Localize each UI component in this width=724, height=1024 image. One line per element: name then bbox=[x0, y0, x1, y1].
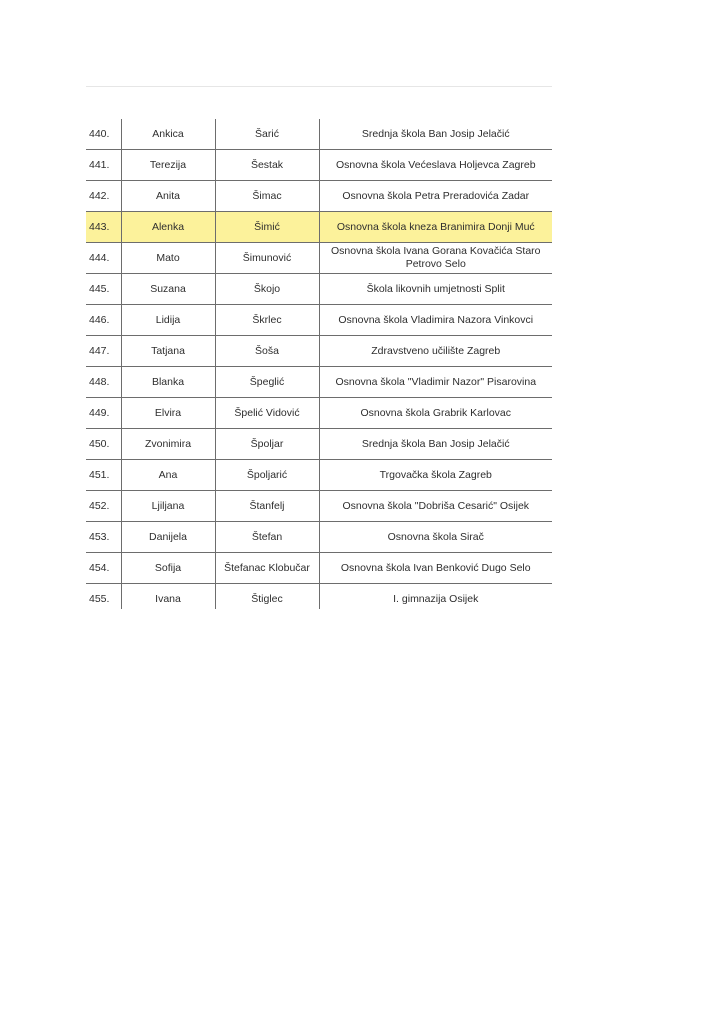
participants-table-container bbox=[86, 119, 552, 609]
last-name-cell: Špelić Vidović bbox=[215, 398, 319, 429]
school-cell: Osnovna škola Vladimira Nazora Vinkovci bbox=[319, 305, 552, 336]
first-name-cell: Blanka bbox=[121, 367, 215, 398]
table-row bbox=[86, 491, 552, 522]
school-cell: Trgovačka škola Zagreb bbox=[319, 460, 552, 491]
first-name-cell: Terezija bbox=[121, 150, 215, 181]
first-name-cell: Suzana bbox=[121, 274, 215, 305]
row-number-cell: 442. bbox=[86, 181, 121, 212]
first-name-cell: Ana bbox=[121, 460, 215, 491]
row-number-cell: 443. bbox=[86, 212, 121, 243]
first-name-cell: Danijela bbox=[121, 522, 215, 553]
first-name-cell: Elvira bbox=[121, 398, 215, 429]
row-number-cell: 441. bbox=[86, 150, 121, 181]
school-cell: Osnovna škola kneza Branimira Donji Muć bbox=[319, 212, 552, 243]
table-row bbox=[86, 150, 552, 181]
row-number-cell: 444. bbox=[86, 243, 121, 274]
last-name-cell: Špeglić bbox=[215, 367, 319, 398]
first-name-cell: Alenka bbox=[121, 212, 215, 243]
first-name-cell: Sofija bbox=[121, 553, 215, 584]
last-name-cell: Šestak bbox=[215, 150, 319, 181]
school-cell: I. gimnazija Osijek bbox=[319, 584, 552, 610]
table-row bbox=[86, 212, 552, 243]
school-cell: Srednja škola Ban Josip Jelačić bbox=[319, 429, 552, 460]
last-name-cell: Škrlec bbox=[215, 305, 319, 336]
last-name-cell: Štefan bbox=[215, 522, 319, 553]
school-cell: Škola likovnih umjetnosti Split bbox=[319, 274, 552, 305]
row-number-cell: 449. bbox=[86, 398, 121, 429]
last-name-cell: Šimić bbox=[215, 212, 319, 243]
last-name-cell: Špoljar bbox=[215, 429, 319, 460]
row-number-cell: 455. bbox=[86, 584, 121, 610]
first-name-cell: Ljiljana bbox=[121, 491, 215, 522]
row-number-cell: 448. bbox=[86, 367, 121, 398]
last-name-cell: Šimunović bbox=[215, 243, 319, 274]
row-number-cell: 440. bbox=[86, 119, 121, 150]
first-name-cell: Ankica bbox=[121, 119, 215, 150]
school-cell: Osnovna škola Ivana Gorana Kovačića Staro Petrovo Selo bbox=[319, 243, 552, 274]
row-number-cell: 452. bbox=[86, 491, 121, 522]
row-number-cell: 446. bbox=[86, 305, 121, 336]
table-row bbox=[86, 336, 552, 367]
page-top-rule bbox=[86, 86, 552, 87]
first-name-cell: Ivana bbox=[121, 584, 215, 610]
table-row bbox=[86, 181, 552, 212]
table-row bbox=[86, 398, 552, 429]
table-row bbox=[86, 305, 552, 336]
first-name-cell: Mato bbox=[121, 243, 215, 274]
last-name-cell: Šimac bbox=[215, 181, 319, 212]
row-number-cell: 454. bbox=[86, 553, 121, 584]
table-row bbox=[86, 553, 552, 584]
row-number-cell: 447. bbox=[86, 336, 121, 367]
table-row bbox=[86, 274, 552, 305]
last-name-cell: Šarić bbox=[215, 119, 319, 150]
row-number-cell: 451. bbox=[86, 460, 121, 491]
table-row bbox=[86, 460, 552, 491]
table-row bbox=[86, 243, 552, 274]
table-row bbox=[86, 522, 552, 553]
table-row bbox=[86, 119, 552, 150]
school-cell: Osnovna škola "Dobriša Cesarić" Osijek bbox=[319, 491, 552, 522]
first-name-cell: Anita bbox=[121, 181, 215, 212]
school-cell: Osnovna škola Petra Preradovića Zadar bbox=[319, 181, 552, 212]
first-name-cell: Tatjana bbox=[121, 336, 215, 367]
last-name-cell: Šoša bbox=[215, 336, 319, 367]
table-row bbox=[86, 367, 552, 398]
participants-table-body bbox=[86, 119, 552, 609]
last-name-cell: Štanfelj bbox=[215, 491, 319, 522]
last-name-cell: Štefanac Klobučar bbox=[215, 553, 319, 584]
row-number-cell: 450. bbox=[86, 429, 121, 460]
first-name-cell: Zvonimira bbox=[121, 429, 215, 460]
last-name-cell: Špoljarić bbox=[215, 460, 319, 491]
row-number-cell: 445. bbox=[86, 274, 121, 305]
school-cell: Osnovna škola Sirač bbox=[319, 522, 552, 553]
school-cell: Osnovna škola Većeslava Holjevca Zagreb bbox=[319, 150, 552, 181]
participants-table bbox=[86, 119, 552, 609]
last-name-cell: Štiglec bbox=[215, 584, 319, 610]
school-cell: Zdravstveno učilište Zagreb bbox=[319, 336, 552, 367]
first-name-cell: Lidija bbox=[121, 305, 215, 336]
row-number-cell: 453. bbox=[86, 522, 121, 553]
school-cell: Osnovna škola Grabrik Karlovac bbox=[319, 398, 552, 429]
school-cell: Osnovna škola Ivan Benković Dugo Selo bbox=[319, 553, 552, 584]
table-row bbox=[86, 429, 552, 460]
table-row bbox=[86, 584, 552, 610]
school-cell: Osnovna škola "Vladimir Nazor" Pisarovina bbox=[319, 367, 552, 398]
last-name-cell: Škojo bbox=[215, 274, 319, 305]
school-cell: Srednja škola Ban Josip Jelačić bbox=[319, 119, 552, 150]
